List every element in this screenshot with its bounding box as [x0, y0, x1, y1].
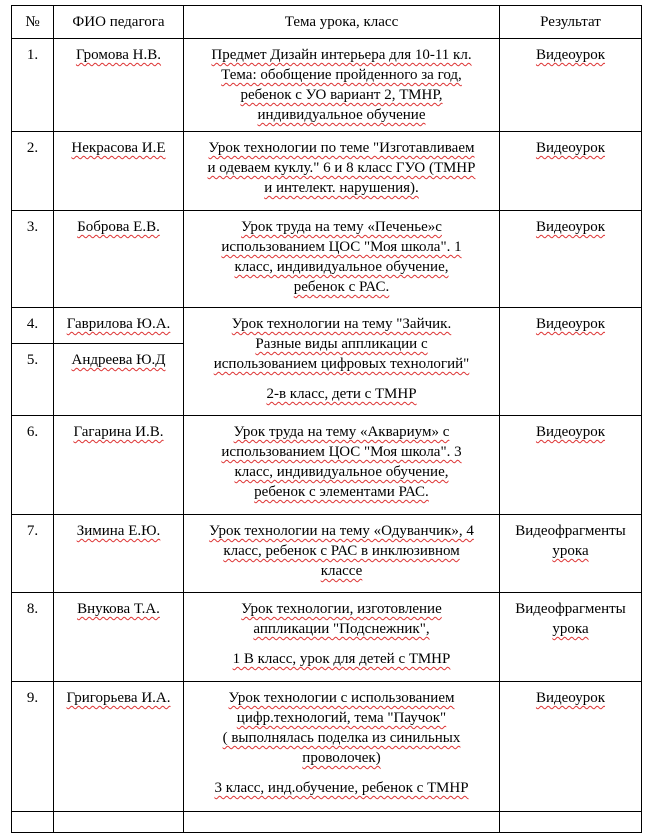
teacher-name — [54, 812, 184, 833]
lesson-topic: Предмет Дизайн интерьера для 10-11 кл. Тема: обобщение пройденного за год, ребенок с УО вариант 2, ТМНР, индивидуальное обучение — [184, 39, 500, 132]
result — [500, 812, 642, 833]
result: Видеоурок — [500, 211, 642, 308]
result: Видеофрагменты урока — [500, 593, 642, 682]
row-num: 7. — [12, 515, 54, 593]
header-teacher: ФИО педагога — [54, 6, 184, 39]
lessons-table — [11, 5, 642, 833]
header-topic: Тема урока, класс — [184, 6, 500, 39]
result: Видеоурок — [500, 308, 642, 416]
row-num: 4. — [12, 308, 54, 344]
row-num: 8. — [12, 593, 54, 682]
lesson-topic: Урок технологии с использованием цифр.технологий, тема "Паучок" ( выполнялась поделка из синильных проволочек) 3 класс, инд.обучение, ребенок с ТМНР — [184, 682, 500, 812]
teacher-name: Гагарина И.В. — [54, 416, 184, 515]
table-row — [12, 308, 642, 344]
result: Видеоурок — [500, 39, 642, 132]
teacher-name: Некрасова И.Е — [54, 132, 184, 211]
header-result: Результат — [500, 6, 642, 39]
row-num: 5. — [12, 344, 54, 416]
teacher-name: Внукова Т.А. — [54, 593, 184, 682]
teacher-name: Зимина Е.Ю. — [54, 515, 184, 593]
table-row — [12, 416, 642, 515]
table-row — [12, 211, 642, 308]
lesson-topic: Урок технологии на тему "Зайчик. Разные виды аппликации с использованием цифровых технологий" 2-в класс, дети с ТМНР — [184, 308, 500, 416]
table-row — [12, 39, 642, 132]
header-num: № — [12, 6, 54, 39]
lesson-topic: Урок технологии по теме "Изготавливаем и одеваем куклу." 6 и 8 класс ГУО (ТМНР и интелект. нарушения). — [184, 132, 500, 211]
table-row-partial — [12, 812, 642, 833]
row-num: 6. — [12, 416, 54, 515]
row-num — [12, 812, 54, 833]
table-row — [12, 132, 642, 211]
lesson-topic: Урок технологии, изготовление аппликации "Подснежник", 1 В класс, урок для детей с ТМНР — [184, 593, 500, 682]
row-num: 2. — [12, 132, 54, 211]
lesson-topic: Урок технологии на тему «Одуванчик», 4 класс, ребенок с РАС в инклюзивном классе — [184, 515, 500, 593]
result: Видеоурок — [500, 682, 642, 812]
row-num: 9. — [12, 682, 54, 812]
lesson-topic — [184, 812, 500, 833]
row-num: 1. — [12, 39, 54, 132]
teacher-name: Андреева Ю.Д — [54, 344, 184, 416]
teacher-name: Гаврилова Ю.А. — [54, 308, 184, 344]
table-row — [12, 515, 642, 593]
lesson-topic: Урок труда на тему «Печенье»с использованием ЦОС "Моя школа". 1 класс, индивидуальное обучение, ребенок с РАС. — [184, 211, 500, 308]
teacher-name: Боброва Е.В. — [54, 211, 184, 308]
result: Видеофрагменты урока — [500, 515, 642, 593]
header-row — [12, 6, 642, 39]
teacher-name: Григорьева И.А. — [54, 682, 184, 812]
teacher-name: Громова Н.В. — [54, 39, 184, 132]
result: Видеоурок — [500, 132, 642, 211]
lesson-topic: Урок труда на тему «Аквариум» с использованием ЦОС "Моя школа". 3 класс, индивидуальное обучение, ребенок с элементами РАС. — [184, 416, 500, 515]
table-row — [12, 593, 642, 682]
row-num: 3. — [12, 211, 54, 308]
table-row — [12, 682, 642, 812]
result: Видеоурок — [500, 416, 642, 515]
